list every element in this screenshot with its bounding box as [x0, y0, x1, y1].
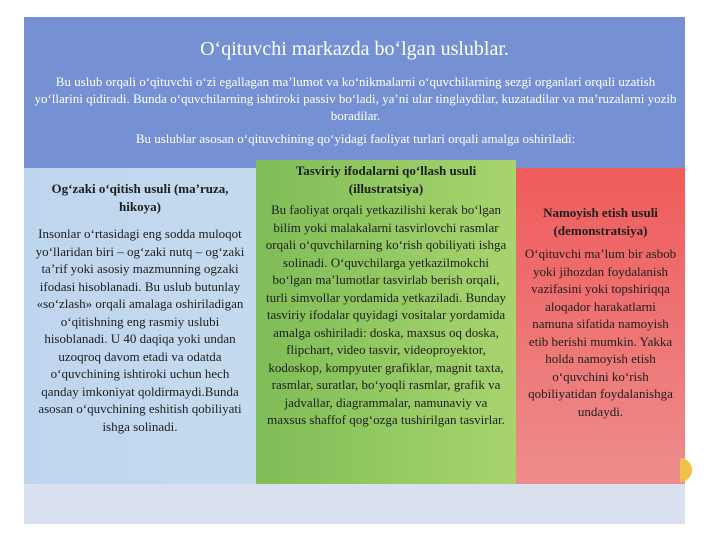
demonstration-method-heading: Namoyish etish usuli (demonstratsiya): [543, 205, 658, 238]
illustration-method-heading: Tasviriy ifodalarni qo‘llash usuli (illustratsiya): [295, 163, 477, 196]
intro-text: [30, 73, 681, 147]
slide-title: O‘qituvchi markazda bo‘lgan uslublar.: [200, 38, 509, 60]
oral-method-body: Insonlar o‘rtasidagi eng sodda muloqot yo‘llaridan biri – og‘zaki nutq – og‘zaki ta’rif yoki asosiy mazmunning ogzaki ifodasi hisoblanadi. Bu uslub butunlay «so‘zlash» orqali amalaga oshiriladigan o‘qitishning eng rasmiy uslubi hisoblanadi. U 40 daqiqa yoki undan uzoqroq davom etadi va odatda o‘quvchining ishtiroki uchun hech qanday imkoniyat qoldirmaydi.Bunda asosan o‘quvchining eshitish qobiliyati ishga solinadi.: [35, 226, 245, 434]
intro-paragraph-1: Bu uslub orqali o‘qituvchi o‘zi egallagan ma’lumot va ko‘nikmalarni o‘quvchilarning sezgi organlari orqali uzatish yo‘llarini qidiradi. Bunda o‘quvchilarning ishtiroki passiv bo‘ladi, ya’ni ular tinglaydilar, kuzatadilar va ma’ruzalarni yozib boradilar.: [34, 74, 677, 123]
illustration-method-body: Bu faoliyat orqali yetkazilishi kerak bo‘lgan bilim yoki malakalarni tasvirlovchi rasmlar orqali o‘quvchilarning ko‘rish qobiliyati ishga solinadi. O‘quvchilarga yetkazilmokchi bo‘lgan ma’lumotlar tasvirlab berish orqali, turli simvollar yordamida yetkaziladi. Bunday tasviriy ifodalar quyidagi vositalar yordamida amalga oshiriladi: doska, maxsus oq doska, flipchart, video tasvir, videoproyektor, kodoskop, kompyuter grafiklar, magnit taxta, rasmlar, suratlar, bo‘yoqli rasmlar, grafik va jadvallar, diagrammalar, namunaviy va maxsus shaffof qog‘ozga tushirilgan tasvirlar.: [265, 202, 507, 427]
demonstration-method-column: [516, 168, 685, 484]
illustration-method-column: [256, 160, 516, 484]
bottom-strip: [24, 484, 685, 524]
intro-paragraph-2: Bu uslublar asosan o‘qituvchining qo‘yidagi faoliyat turlari orqali amalga oshiriladi:: [135, 131, 576, 146]
oral-method-heading: Og‘zaki o‘qitish usuli (ma’ruza, hikoya): [51, 181, 229, 214]
demonstration-method-body: O‘qituvchi ma’lum bir asbob yoki jihozdan foydalanish vazifasini yoki topshiriqqa aloqador harakatlarni namuna sifatida namoyish etib berishi mumkin. Yakka holda namoyish etish o‘quvchini ko‘rish qobiliyatidan foydalanishga undaydi.: [524, 246, 677, 419]
edge-decoration: [680, 458, 692, 482]
oral-method-column: [24, 168, 256, 484]
